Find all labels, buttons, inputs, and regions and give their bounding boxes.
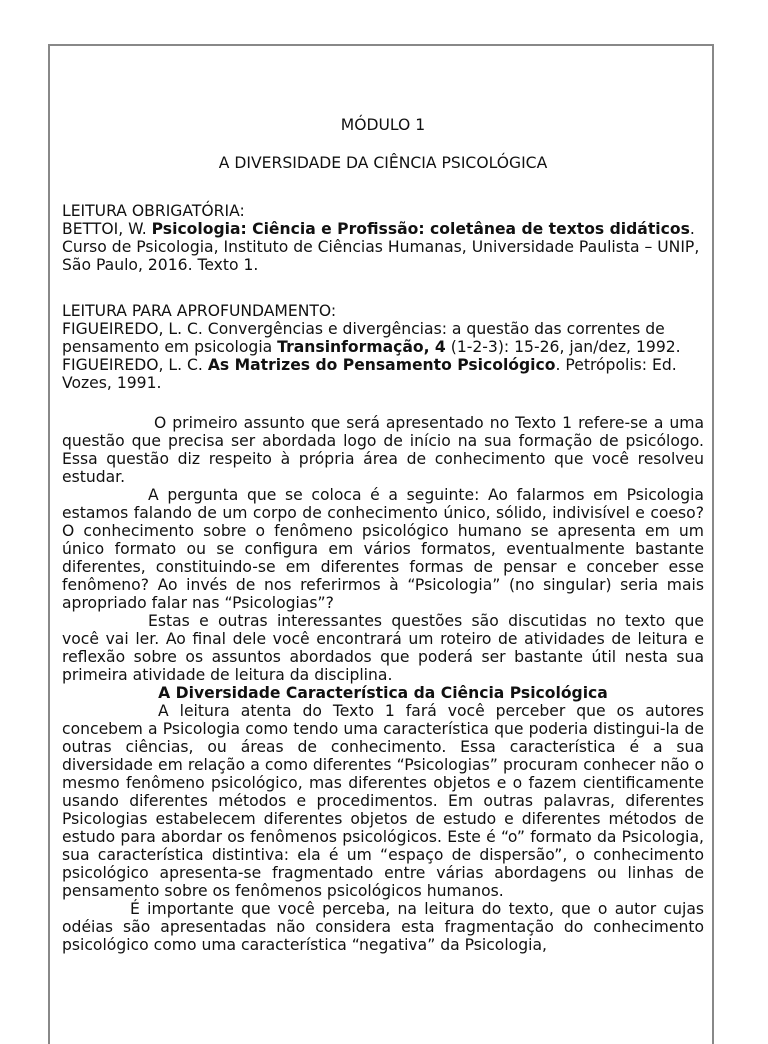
paragraph-2: A pergunta que se coloca é a seguinte: Ao falarmos em Psicologia estamos falando de um corpo de conhecimento único, sólido, indivisível e coeso? O conhecimento sobre o fenômeno psicológico humano se apresenta em um único formato ou se configura em vários formatos, eventualmente bastante diferentes, constituindo-se em diferentes formas de pensar e conceber esse fenômeno? Ao invés de nos referirmos à “Psicologia” (no singular) seria mais apropriado falar nas “Psicologias”? bbox=[62, 486, 704, 612]
document-title: A DIVERSIDADE DA CIÊNCIA PSICOLÓGICA bbox=[218, 154, 548, 172]
further-reference-2 bbox=[62, 356, 704, 392]
ref1-details: (1-2-3): 15-26, jan/dez, 1992. bbox=[445, 338, 681, 356]
section-heading: A Diversidade Característica da Ciência Psicológica bbox=[158, 684, 608, 702]
ref2-book: As Matrizes do Pensamento Psicológico bbox=[207, 356, 556, 374]
required-reading-heading: LEITURA OBRIGATÓRIA: bbox=[62, 202, 245, 220]
document-body bbox=[62, 116, 704, 954]
ref2-text: FIGUEIREDO, L. C. bbox=[62, 356, 208, 374]
required-rest: . Curso de Psicologia, Instituto de Ciências Humanas, Universidade Paulista – UNIP, São Paulo, 2016. Texto 1. bbox=[62, 220, 700, 274]
required-work-title: Psicologia: Ciência e Profissão: coletânea de textos didáticos bbox=[151, 220, 690, 238]
module-label: MÓDULO 1 bbox=[340, 116, 426, 134]
required-reading-reference bbox=[62, 220, 704, 274]
ref1-text: FIGUEIREDO, L. C. Convergências e divergências: a questão das correntes de pensamento em psicologia bbox=[62, 320, 665, 356]
required-author: BETTOI, W. bbox=[62, 220, 152, 238]
paragraph-1: O primeiro assunto que será apresentado no Texto 1 refere-se a uma questão que precisa ser abordada logo de início na sua formação de psicólogo. Essa questão diz respeito à própria área de conhecimento que você resolveu estudar. bbox=[62, 414, 704, 486]
ref2-details: . Petrópolis: Ed. Vozes, 1991. bbox=[62, 356, 677, 392]
paragraph-3: Estas e outras interessantes questões são discutidas no texto que você vai ler. Ao final dele você encontrará um roteiro de atividades de leitura e reflexão sobre os assuntos abordados que poderá ser bastante útil nesta sua primeira atividade de leitura da disciplina. bbox=[62, 612, 704, 684]
paragraph-5: É importante que você perceba, na leitura do texto, que o autor cujas odéias são apresentadas não considera esta fragmentação do conhecimento psicológico como uma característica “negativa” da Psicologia, bbox=[62, 900, 704, 954]
ref1-journal: Transinformação, 4 bbox=[277, 338, 446, 356]
further-reading-heading: LEITURA PARA APROFUNDAMENTO: bbox=[62, 302, 337, 320]
paragraph-4: A leitura atenta do Texto 1 fará você perceber que os autores concebem a Psicologia como tendo uma característica que poderia distingui-la de outras ciências, ou áreas de conhecimento. Essa característica é a sua diversidade em relação a como diferentes “Psicologias” procuram conhecer não o mesmo fenômeno psicológico, mas diferentes objetos e o fazem cientificamente usando diferentes métodos e procedimentos. Em outras palavras, diferentes Psicologias estabelecem diferentes objetos de estudo e diferentes métodos de estudo para abordar os fenômenos psicológicos. Este é “o” formato da Psicologia, sua característica distintiva: ela é um “espaço de dispersão”, o conhecimento psicológico apresenta-se fragmentado entre várias abordagens ou linhas de pensamento sobre os fenômenos psicológicos humanos. bbox=[62, 702, 704, 900]
further-reference-1 bbox=[62, 320, 704, 356]
